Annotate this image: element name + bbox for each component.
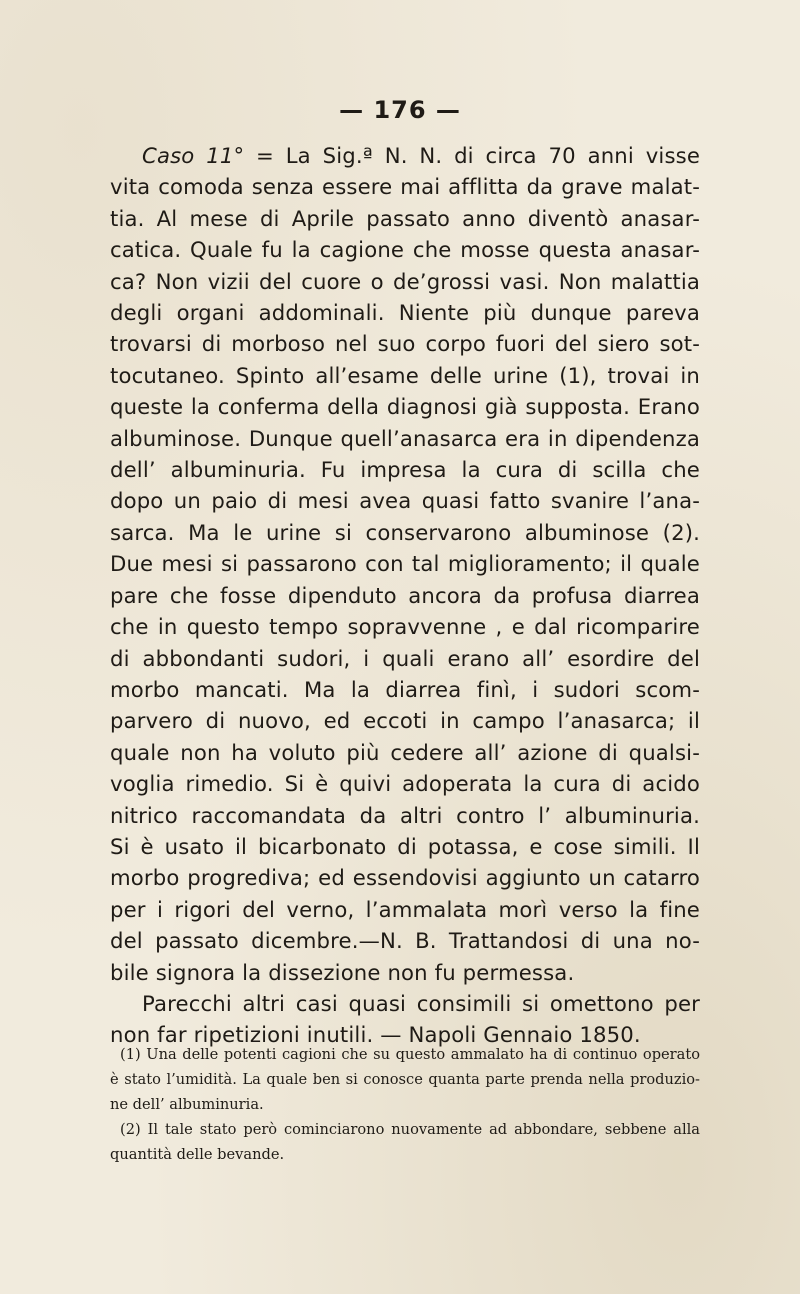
text-line: del passato dicembre.—N. B. Trattandosi di una no-	[110, 928, 700, 954]
text-line: degli organi addominali. Niente più dunque pareva	[110, 300, 700, 326]
text-line: tia. Al mese di Aprile passato anno diventò anasar-	[110, 205, 700, 231]
text-line: pare che fosse dipenduto ancora da profusa diarrea	[110, 582, 700, 608]
footnote-line: (1) Una delle potenti cagioni che su questo ammalato ha di continuo operato	[120, 1046, 700, 1063]
footnote-line: quantità delle bevande.	[110, 1146, 285, 1163]
text-line: trovarsi di morboso nel suo corpo fuori del siero sot-	[110, 331, 700, 357]
text-line: non far ripetizioni inutili. — Napoli Gennaio 1850.	[110, 1022, 641, 1048]
text-line: albuminose. Dunque quell’anasarca era in dipendenza	[110, 425, 700, 451]
text-line: morbo progrediva; ed essendovisi aggiunto un catarro	[110, 865, 700, 891]
text-line: Due mesi si passarono con tal miglioramento; il quale	[110, 551, 700, 577]
text-line: catica. Quale fu la cagione che mosse questa anasar-	[110, 237, 700, 263]
text-line: nitrico raccomandata da altri contro l’ albuminuria.	[110, 802, 700, 828]
main-text	[110, 140, 700, 1051]
footnotes	[110, 1042, 700, 1167]
text-line: morbo mancati. Ma la diarrea finì, i sudori scom-	[110, 676, 700, 702]
text-line: per i rigori del verno, l’ammalata morì verso la fine	[110, 896, 700, 922]
text-line: quale non ha voluto più cedere all’ azione di qualsi-	[110, 739, 700, 765]
first-line-rest: La Sig.ª N. N. di circa 70 anni visse	[273, 143, 700, 168]
text-line: sarca. Ma le urine si conservarono albuminose (2).	[110, 519, 700, 545]
text-line: che in questo tempo sopravvenne , e dal ricomparire	[110, 614, 700, 640]
footnote-line: (2) Il tale stato però cominciarono nuovamente ad abbondare, sebbene alla	[120, 1121, 700, 1138]
text-line: dell’ albuminuria. Fu impresa la cura di scilla che	[110, 457, 700, 483]
case-label: Caso 11° =	[142, 143, 274, 168]
footnote-line: è stato l’umidità. La quale ben si conosce quanta parte prenda nella produzio-	[110, 1071, 700, 1088]
text-line: voglia rimedio. Si è quivi adoperata la cura di acido	[110, 771, 700, 797]
text-line: parvero di nuovo, ed eccoti in campo l’anasarca; il	[110, 708, 700, 734]
text-line: tocutaneo. Spinto all’esame delle urine (1), trovai in	[110, 362, 700, 388]
text-line: vita comoda senza essere mai afflitta da grave malat-	[110, 174, 700, 200]
text-line: bile signora la dissezione non fu permessa.	[110, 959, 575, 985]
text-line: ca? Non vizii del cuore o de’grossi vasi. Non malattia	[110, 268, 700, 294]
text-line: Parecchi altri casi quasi consimili si omettono per	[142, 990, 700, 1016]
text-line: di abbondanti sudori, i quali erano all’ esordire del	[110, 645, 700, 671]
text-line: queste la conferma della diagnosi già supposta. Erano	[110, 394, 700, 420]
text-line-1	[110, 140, 700, 171]
text-line: dopo un paio di mesi avea quasi fatto svanire l’ana-	[110, 488, 700, 514]
footnote-line: ne dell’ albuminuria.	[110, 1096, 264, 1113]
text-line: Si è usato il bicarbonato di potassa, e cose simili. Il	[110, 833, 700, 859]
page-number: — 176 —	[339, 96, 461, 124]
